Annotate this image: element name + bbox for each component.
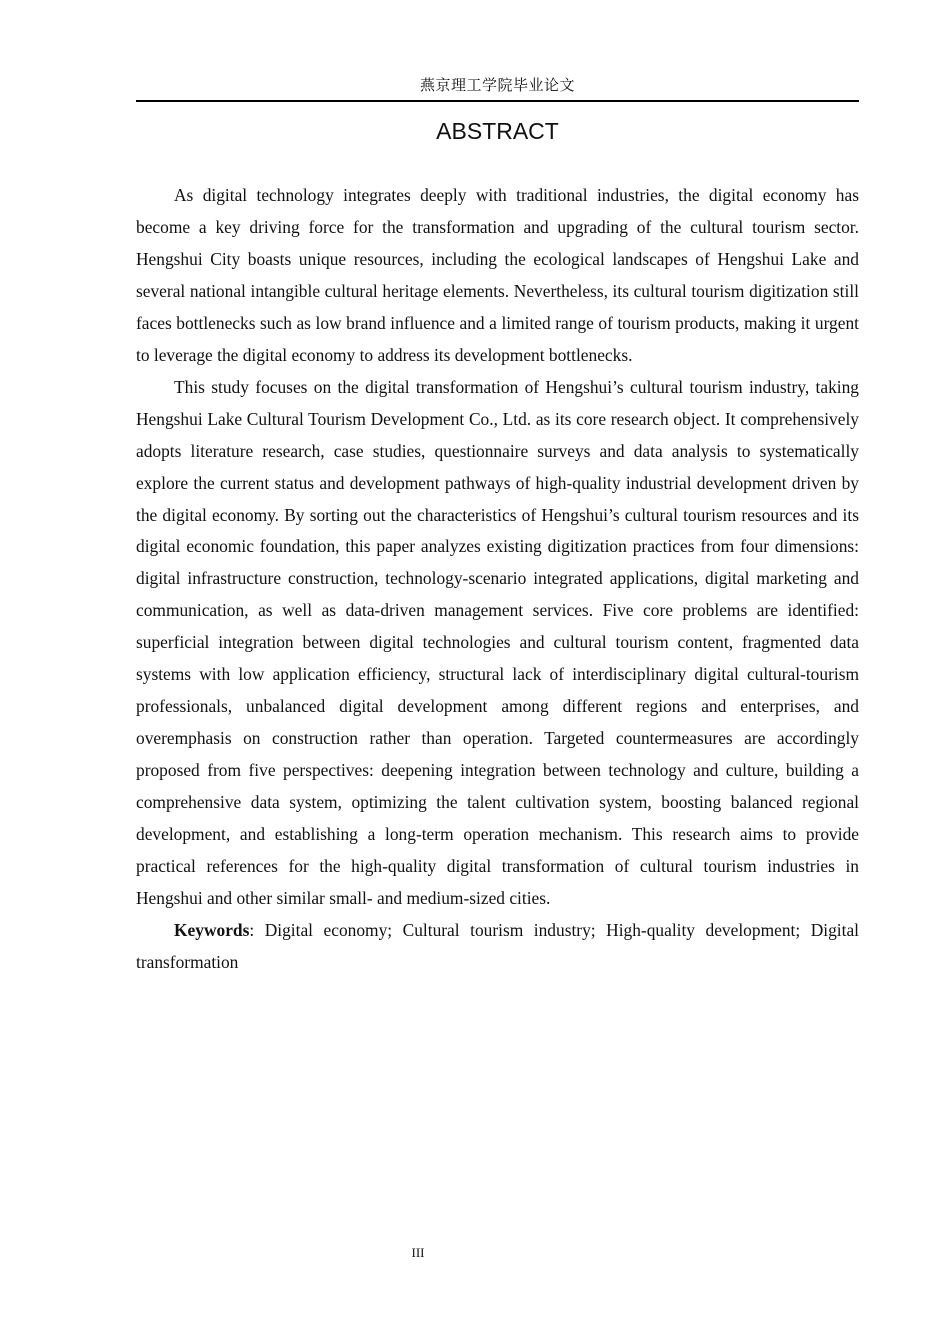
header-rule xyxy=(136,100,859,102)
abstract-paragraph-2: This study focuses on the digital transformation of Hengshui’s cultural tourism industry, taking Hengshui Lake Cultural Tourism Development Co., Ltd. as its core research object. It comprehensively adopts literature research, case studies, questionnaire surveys and data analysis to systematically explore the current status and development pathways of high-quality industrial development driven by the digital economy. By sorting out the characteristics of Hengshui’s cultural tourism resources and its digital economic foundation, this paper analyzes existing digitization practices from four dimensions: digital infrastructure construction, technology-scenario integrated applications, digital marketing and communication, as well as data-driven management services. Five core problems are identified: superficial integration between digital technologies and cultural tourism content, fragmented data systems with low application efficiency, structural lack of interdisciplinary digital cultural-tourism professionals, unbalanced digital development among different regions and enterprises, and overemphasis on construction rather than operation. Targeted countermeasures are accordingly proposed from five perspectives: deepening integration between technology and culture, building a comprehensive data system, optimizing the talent cultivation system, boosting balanced regional development, and establishing a long-term operation mechanism. This research aims to provide practical references for the high-quality digital transformation of cultural tourism industries in Hengshui and other similar small- and medium-sized cities. xyxy=(136,376,859,908)
abstract-title: ABSTRACT xyxy=(436,118,559,144)
keywords-paragraph xyxy=(136,915,859,979)
page-number: III xyxy=(411,1245,425,1260)
keywords-list: : Digital economy; Cultural tourism industry; High-quality development; Digital transformation xyxy=(136,919,859,972)
keywords-label: Keywords xyxy=(174,919,250,940)
running-header: 燕京理工学院毕业论文 xyxy=(419,78,575,94)
abstract-body xyxy=(136,180,859,979)
abstract-paragraph-1: As digital technology integrates deeply with traditional industries, the digital economy has become a key driving force for the transformation and upgrading of the cultural tourism sector. Hengshui City boasts unique resources, including the ecological landscapes of Hengshui Lake and several national intangible cultural heritage elements. Nevertheless, its cultural tourism digitization still faces bottlenecks such as low brand influence and a limited range of tourism products, making it urgent to leverage the digital economy to address its development bottlenecks. xyxy=(136,185,859,365)
